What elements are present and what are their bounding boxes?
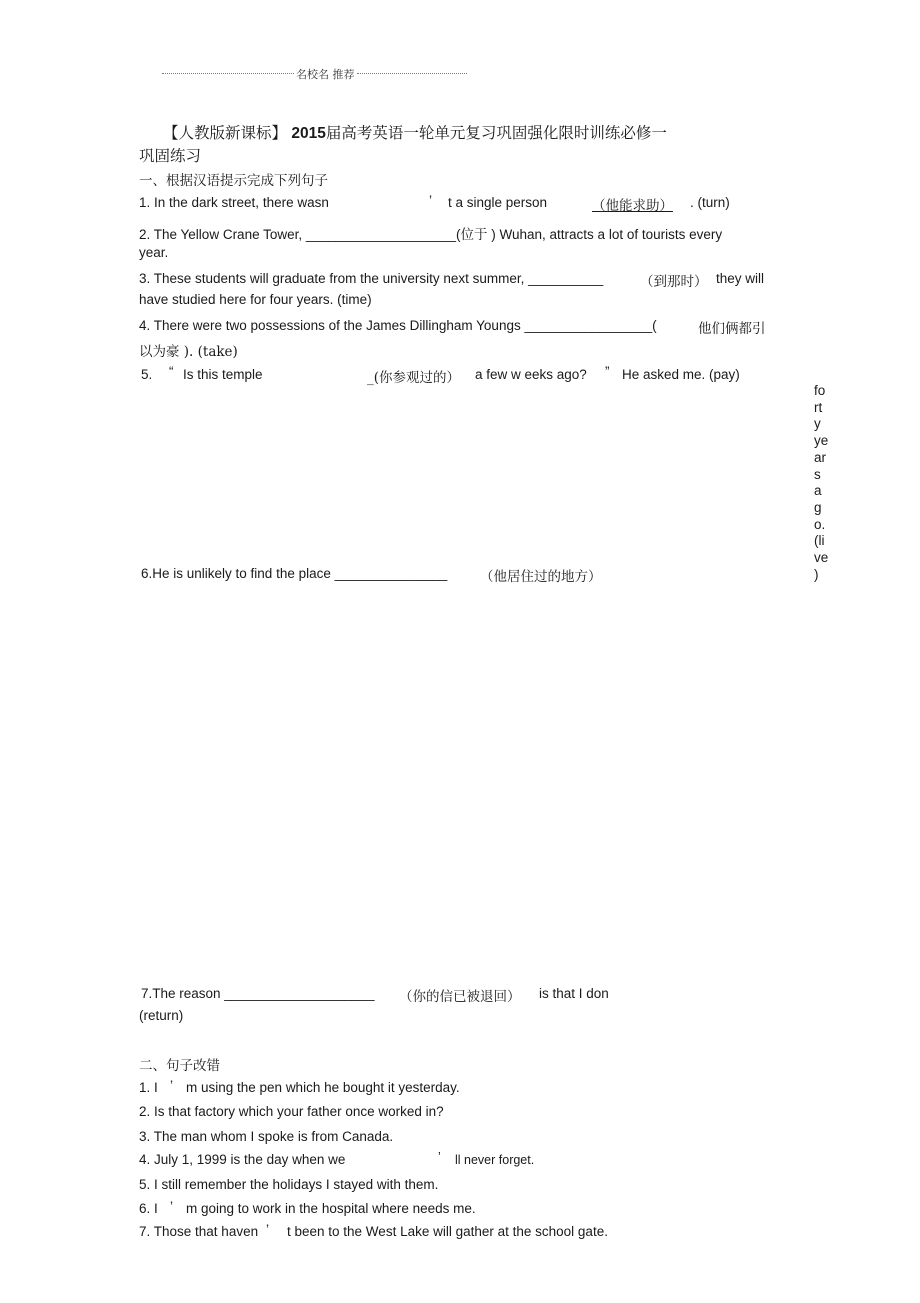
s2-item-7-a: 7. Those that haven <box>139 1224 259 1239</box>
s2-item-4-a: 4. July 1, 1999 is the day when we <box>139 1152 346 1167</box>
vertical-fragment: a <box>814 483 822 499</box>
s2-item-6-a: 6. I <box>139 1201 158 1216</box>
q5-part-a: Is this temple <box>183 367 263 382</box>
header-rule-right <box>357 73 467 74</box>
s2-item-1-b: m using the pen which he bought it yesterday. <box>186 1080 460 1095</box>
q3-line1: 3. These students will graduate from the university next summer, __________ <box>139 271 604 286</box>
q1-part-c: . (turn) <box>690 195 730 210</box>
q1-hint: （他能求助） <box>592 198 673 214</box>
q5-part-c: He asked me. (pay) <box>622 367 740 382</box>
page-title <box>163 121 667 143</box>
vertical-fragment: y <box>814 416 821 432</box>
q6-vertical-overflow-text <box>814 383 834 583</box>
q7-text: 7.The reason ____________________ <box>141 986 375 1001</box>
q1-part-a: 1. In the dark street, there wasn <box>139 195 329 210</box>
q4-line1: 4. There were two possessions of the James Dillingham Youngs _________________( <box>139 318 657 333</box>
q5-hint: _(你参观过的） <box>367 370 461 386</box>
vertical-fragment: ar <box>814 449 827 465</box>
title-year: 2015 <box>291 125 326 142</box>
s2-item-5: 5. I still remember the holidays I stayed with them. <box>139 1177 439 1192</box>
q2-line2: year. <box>139 245 169 260</box>
vertical-fragment: ve <box>814 550 829 566</box>
q7-part-c: (return) <box>139 1008 184 1023</box>
q7-hint: （你的信已被退回） <box>399 989 521 1005</box>
s2-item-4-b: ll never forget. <box>455 1153 535 1167</box>
vertical-fragment: rt <box>814 399 823 415</box>
vertical-fragment: s <box>814 466 821 482</box>
title-bracket: 【人教版新课标】 <box>163 124 288 142</box>
header-rule-left <box>162 73 294 74</box>
q4-line2: 以为豪 ). (take) <box>139 344 238 360</box>
section2-heading: 二、句子改错 <box>139 1058 220 1074</box>
s2-item-1-apostrophe: ’ <box>170 1078 173 1093</box>
s2-item-3: 3. The man whom I spoke is from Canada. <box>139 1129 394 1144</box>
title-rest: 届高考英语一轮单元复习巩固强化限时训练必修一 <box>325 124 667 142</box>
q7-part-b: is that I don <box>539 986 609 1001</box>
vertical-fragment: (li <box>814 533 825 549</box>
vertical-fragment: g <box>814 499 822 515</box>
q3-line1-end: they will <box>716 271 765 286</box>
q3-line2: have studied here for four years. (time) <box>139 292 372 307</box>
vertical-fragment: ye <box>814 433 829 449</box>
page-subtitle: 巩固练习 <box>139 147 202 165</box>
vertical-fragment: fo <box>814 383 826 398</box>
vertical-fragment: ) <box>814 566 819 582</box>
section1-heading: 一、根据汉语提示完成下列句子 <box>139 173 328 189</box>
s2-item-2: 2. Is that factory which your father once worked in? <box>139 1104 444 1119</box>
q1-apostrophe: ’ <box>429 193 432 208</box>
s2-item-4-apostrophe: ’ <box>438 1150 441 1164</box>
q6-hint: （他居住过的地方） <box>480 569 602 585</box>
s2-item-6-apostrophe: ’ <box>170 1199 173 1214</box>
s2-item-7-apostrophe: ’ <box>266 1222 269 1237</box>
q5-close-quote: ” <box>605 364 610 379</box>
q5-number: 5. <box>141 367 153 382</box>
q4-hint: 他们俩都引 <box>698 321 766 337</box>
vertical-fragment: o. <box>814 516 826 532</box>
q1-part-b: t a single person <box>448 195 548 210</box>
q2-line1: 2. The Yellow Crane Tower, ____________________(位于 ) Wuhan, attracts a lot of tourists every <box>139 227 723 242</box>
q5-open-quote: “ <box>169 364 174 379</box>
s2-item-6-b: m going to work in the hospital where needs me. <box>186 1201 476 1216</box>
q3-hint: （到那时） <box>640 274 708 290</box>
header-text: 名校名 推荐 <box>296 68 355 81</box>
q6-text: 6.He is unlikely to find the place _______________ <box>141 566 448 581</box>
s2-item-1-a: 1. I <box>139 1080 158 1095</box>
s2-item-7-b: t been to the West Lake will gather at the school gate. <box>287 1224 608 1239</box>
q5-part-b: a few w eeks ago? <box>475 367 587 382</box>
